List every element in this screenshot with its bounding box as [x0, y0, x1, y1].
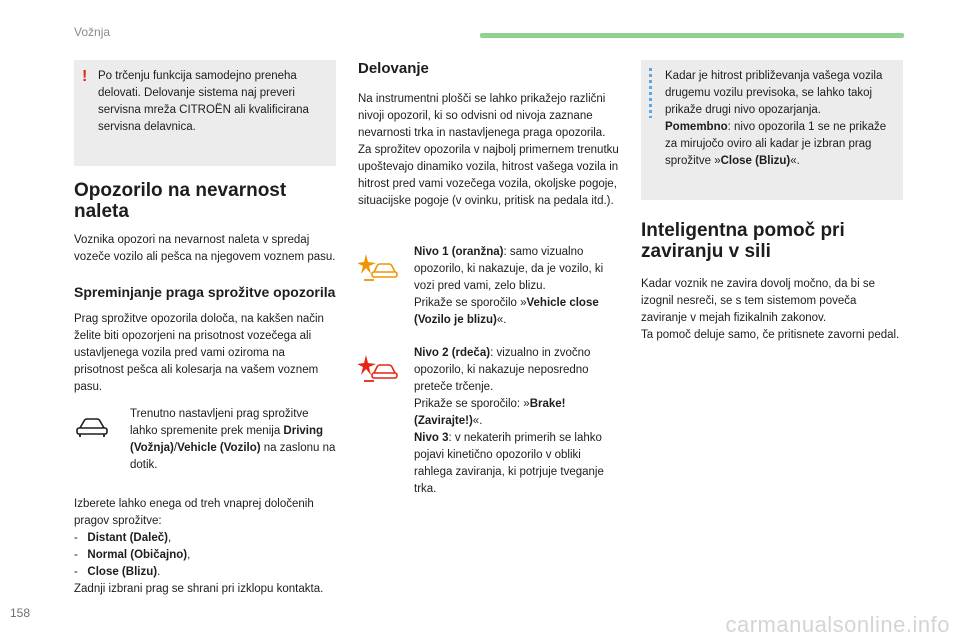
level-2-warning-icon	[358, 345, 414, 498]
settings-note-text: Trenutno nastavljeni prag sprožitve lahko spremenite prek menija Driving (Vožnja)/Vehicle (Vozilo) na zaslonu na dotik.	[130, 408, 336, 471]
level-2-text: Nivo 2 (rdeča): vizualno in zvočno opozorilo, ki nakazuje neposredno preteče trčenje. Prikaže se sporočilo: »Brake! (Zavirajte!)«. Nivo 3: v nekaterih primerih se lahko pojavi kinetično opozorilo v obliki rahlega zaviranja, ki potrjuje tveganje trka.	[414, 347, 604, 495]
info-box	[641, 60, 903, 200]
level-1-warning-icon	[358, 244, 414, 329]
level-2-item	[358, 345, 620, 498]
info-text: Kadar je hitrost približevanja vašega vozila drugemu vozilu previsoka, se lahko takoj prikaže drugi nivo opozarjanja. Pomembno: nivo opozorila 1 se ne prikaže za mirujočo oviro ali kadar je izbran prag sprožitve »Close (Blizu)«.	[665, 70, 887, 167]
car-settings-icon	[74, 406, 130, 474]
braking-para1: Kadar voznik ne zavira dovolj močno, da bi se izognil nesreči, se s tem sistemom poveča zaviranje v mejah fizikalnih zakonov.	[641, 278, 875, 324]
column-1	[74, 60, 336, 598]
warning-box	[74, 60, 336, 166]
column-3	[641, 60, 903, 344]
option-close: Close (Blizu)	[87, 566, 158, 578]
settings-note	[74, 406, 336, 474]
heading-operation: Delovanje	[358, 60, 429, 77]
section-title: Vožnja	[74, 25, 111, 39]
heading-emergency-braking: Inteligentna pomoč pri zaviranju v sili	[641, 220, 845, 262]
page-number: 158	[10, 606, 31, 620]
watermark-url: carmanualsonline.info	[725, 612, 950, 637]
section-bar	[480, 33, 904, 38]
column-2	[358, 60, 620, 498]
option-distant: Distant (Daleč)	[87, 532, 168, 544]
operation-para2: Za sprožitev opozorila v najbolj primernem trenutku upoštevajo dinamiko vozila, hitrost vašega vozila in hitrost pred vami vozečega vozila, okoljske pogoje, situacijske pogoje (v ovinku, pritisk na pedala itd.).	[358, 144, 619, 207]
threshold-paragraph: Prag sprožitve opozorila določa, na kakšen način želite biti opozorjeni na prisotnost vozečega ali ustavljenega vozila pred vami oziroma na prisotnost pešca ali kolesarja na vašem voznem pasu.	[74, 313, 324, 393]
option-normal: Normal (Običajno)	[87, 549, 188, 561]
exclamation-icon: !	[82, 68, 88, 85]
intro-paragraph: Voznika opozori na nevarnost naleta v spredaj vozeče vozilo ali pešca na njegovem voznem pasu.	[74, 234, 336, 263]
options-paragraph: Izberete lahko enega od treh vnaprej določenih pragov sprožitve: - Distant (Daleč), - Normal (Običajno), - Close (Blizu). Zadnji izbrani prag se shrani pri izklopu kontakta.	[74, 498, 324, 595]
subheading-threshold: Spreminjanje praga sprožitve opozorila	[74, 284, 336, 300]
heading-collision-warning: Opozorilo na nevarnost naleta	[74, 180, 287, 222]
operation-para1: Na instrumentni plošči se lahko prikažejo različni nivoji opozoril, ki so odvisni od nivoja zaznane nevarnosti trka in nastavljenega praga opozorila.	[358, 93, 606, 139]
braking-para2: Ta pomoč deluje samo, če pritisnete zavorni pedal.	[641, 329, 900, 341]
info-icon	[649, 68, 652, 118]
level-1-item	[358, 244, 620, 329]
warning-text: Po trčenju funkcija samodejno preneha delovati. Delovanje sistema naj preveri servisna mreža CITROËN ali kvalificirana servisna delavnica.	[98, 70, 309, 133]
level-1-text: Nivo 1 (oranžna): samo vizualno opozorilo, ki nakazuje, da je vozilo, ki vozi pred vami, zelo blizu. Prikaže se sporočilo »Vehicle close (Vozilo je blizu)«.	[414, 246, 604, 326]
